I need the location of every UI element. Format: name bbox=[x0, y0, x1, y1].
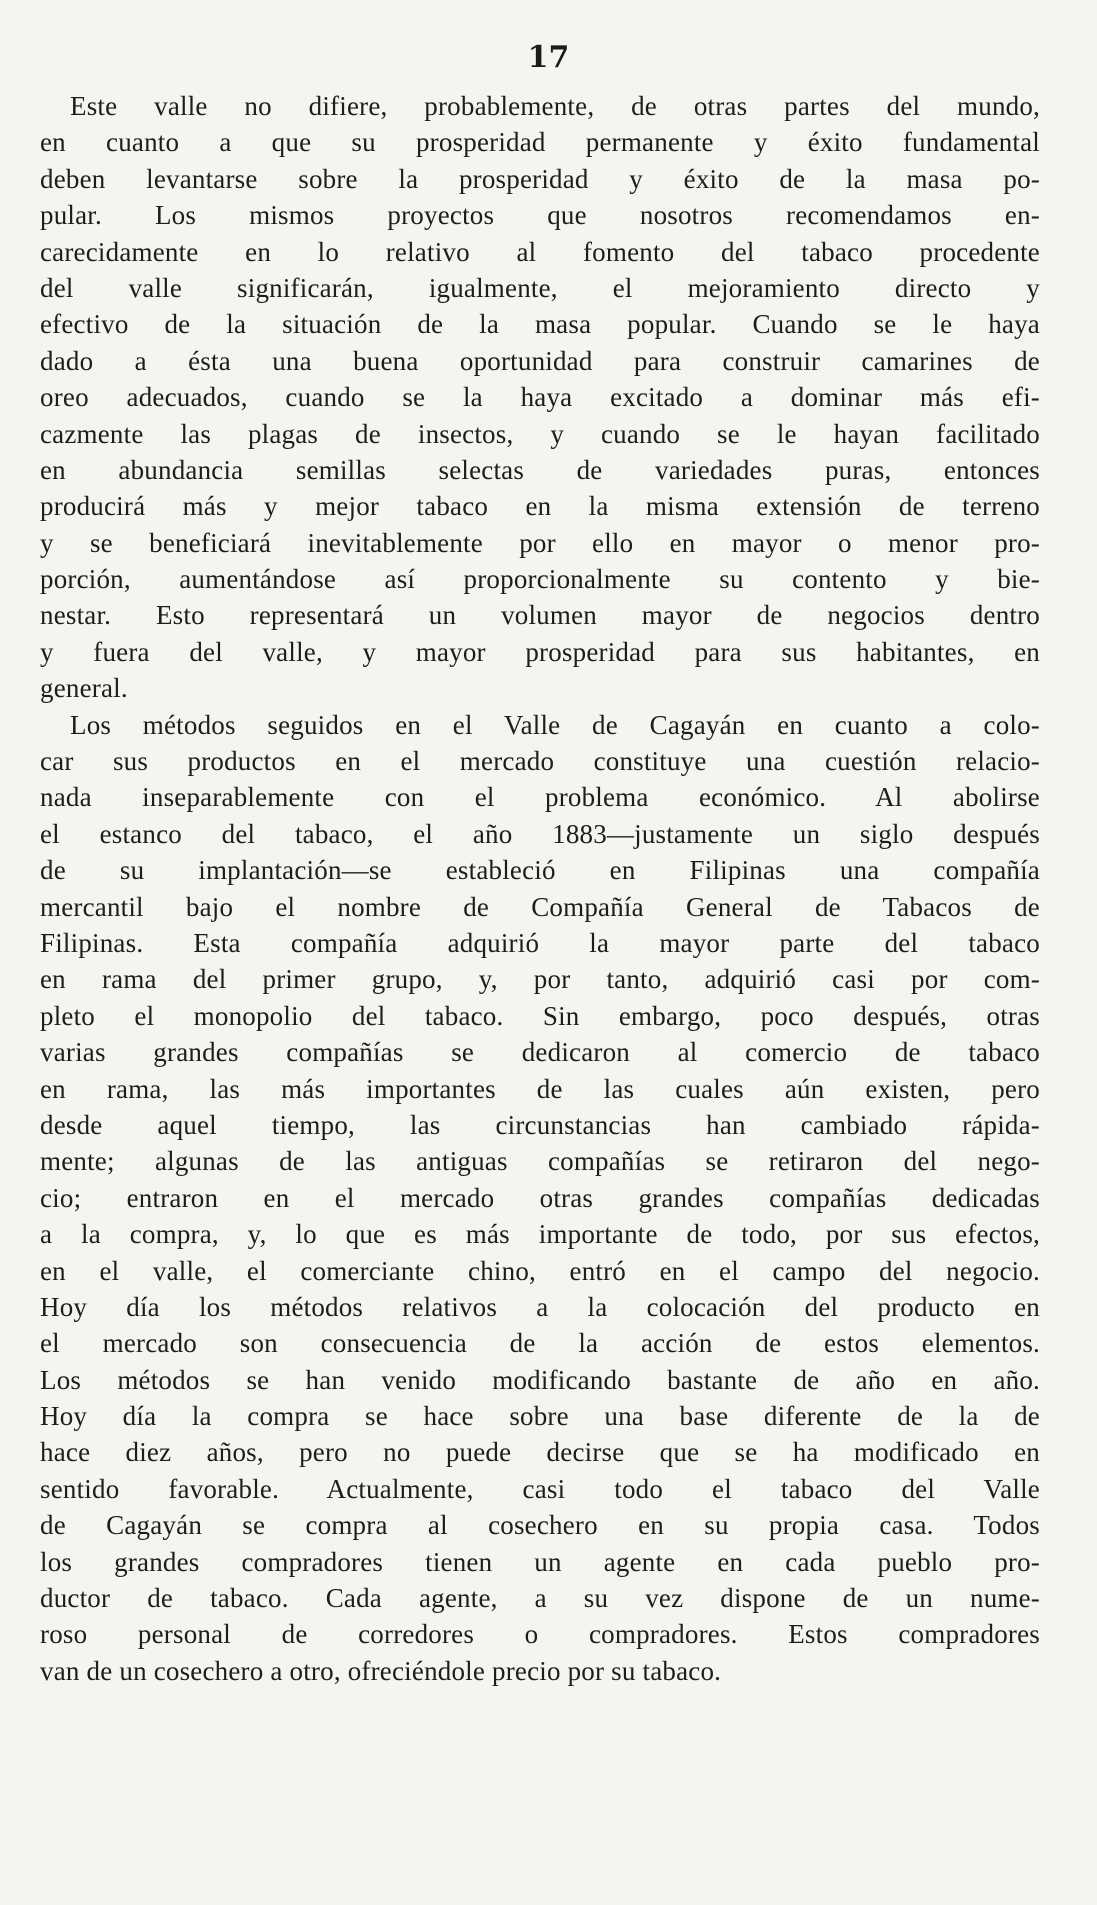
page-number: 17 bbox=[527, 40, 570, 75]
text-line: van de un cosechero a otro, ofreciéndole precio por su tabaco. bbox=[40, 1655, 722, 1686]
text-line: el estanco del tabaco, el año 1883—justamente un siglo después bbox=[40, 818, 1040, 849]
paragraph-2 bbox=[40, 707, 1040, 1690]
text-line: carecidamente en lo relativo al fomento del tabaco procedente bbox=[40, 236, 1040, 267]
text-line: a la compra, y, lo que es más importante de todo, por sus efectos, bbox=[40, 1219, 1040, 1250]
text-line: car sus productos en el mercado constituye una cuestión relacio- bbox=[40, 746, 1040, 777]
text-line: los grandes compradores tienen un agente en cada pueblo pro- bbox=[40, 1546, 1040, 1577]
text-line: cio; entraron en el mercado otras grandes compañías dedicadas bbox=[40, 1182, 1040, 1213]
text-line: del valle significarán, igualmente, el mejoramiento directo y bbox=[40, 272, 1040, 303]
text-line: oreo adecuados, cuando se la haya excitado a dominar más efi- bbox=[40, 382, 1040, 413]
text-line: Hoy día los métodos relativos a la colocación del producto en bbox=[40, 1291, 1040, 1322]
text-line: Los métodos se han venido modificando bastante de año en año. bbox=[40, 1364, 1040, 1395]
text-line: cazmente las plagas de insectos, y cuando se le hayan facilitado bbox=[40, 418, 1040, 449]
text-line: ductor de tabaco. Cada agente, a su vez dispone de un nume- bbox=[40, 1583, 1040, 1614]
text-line: hace diez años, pero no puede decirse que se ha modificado en bbox=[40, 1437, 1040, 1468]
text-line: mente; algunas de las antiguas compañías se retiraron del nego- bbox=[40, 1146, 1040, 1177]
paragraph-1 bbox=[40, 88, 1040, 707]
text-line: efectivo de la situación de la masa popular. Cuando se le haya bbox=[40, 309, 1040, 340]
text-line: desde aquel tiempo, las circunstancias han cambiado rápida- bbox=[40, 1109, 1040, 1140]
text-line: en abundancia semillas selectas de variedades puras, entonces bbox=[40, 454, 1040, 485]
text-line: en rama, las más importantes de las cuales aún existen, pero bbox=[40, 1073, 1040, 1104]
text-line: sentido favorable. Actualmente, casi todo el tabaco del Valle bbox=[40, 1473, 1040, 1504]
text-line: nestar. Esto representará un volumen mayor de negocios dentro bbox=[40, 600, 1040, 631]
text-line: Hoy día la compra se hace sobre una base diferente de la de bbox=[40, 1401, 1040, 1432]
text-line: mercantil bajo el nombre de Compañía General de Tabacos de bbox=[40, 891, 1040, 922]
text-line: nada inseparablemente con el problema económico. Al abolirse bbox=[40, 782, 1040, 813]
text-line: en rama del primer grupo, y, por tanto, adquirió casi por com- bbox=[40, 964, 1040, 995]
text-line: roso personal de corredores o compradores. Estos compradores bbox=[40, 1619, 1040, 1650]
text-line: y se beneficiará inevitablemente por ello en mayor o menor pro- bbox=[40, 527, 1040, 558]
text-line: varias grandes compañías se dedicaron al comercio de tabaco bbox=[40, 1037, 1040, 1068]
text-line: Filipinas. Esta compañía adquirió la mayor parte del tabaco bbox=[40, 927, 1040, 958]
text-line: en el valle, el comerciante chino, entró en el campo del negocio. bbox=[40, 1255, 1040, 1286]
text-line: pleto el monopolio del tabaco. Sin embargo, poco después, otras bbox=[40, 1000, 1040, 1031]
text-line: producirá más y mejor tabaco en la misma extensión de terreno bbox=[40, 491, 1040, 522]
text-line: dado a ésta una buena oportunidad para construir camarines de bbox=[40, 345, 1040, 376]
text-line: y fuera del valle, y mayor prosperidad para sus habitantes, en bbox=[40, 636, 1040, 667]
text-line: de su implantación—se estableció en Filipinas una compañía bbox=[40, 855, 1040, 886]
text-line: Los métodos seguidos en el Valle de Cagayán en cuanto a colo- bbox=[70, 709, 1040, 740]
text-line: deben levantarse sobre la prosperidad y éxito de la masa po- bbox=[40, 163, 1040, 194]
text-line: pular. Los mismos proyectos que nosotros recomendamos en- bbox=[40, 200, 1040, 231]
text-line: general. bbox=[40, 673, 128, 704]
text-line: Este valle no difiere, probablemente, de otras partes del mundo, bbox=[70, 91, 1040, 121]
body-text bbox=[40, 88, 1040, 1689]
text-line: el mercado son consecuencia de la acción de estos elementos. bbox=[40, 1328, 1040, 1359]
text-line: porción, aumentándose así proporcionalmente su contento y bie- bbox=[40, 564, 1040, 595]
text-line: en cuanto a que su prosperidad permanente y éxito fundamental bbox=[40, 127, 1040, 158]
text-line: de Cagayán se compra al cosechero en su propia casa. Todos bbox=[40, 1510, 1040, 1541]
